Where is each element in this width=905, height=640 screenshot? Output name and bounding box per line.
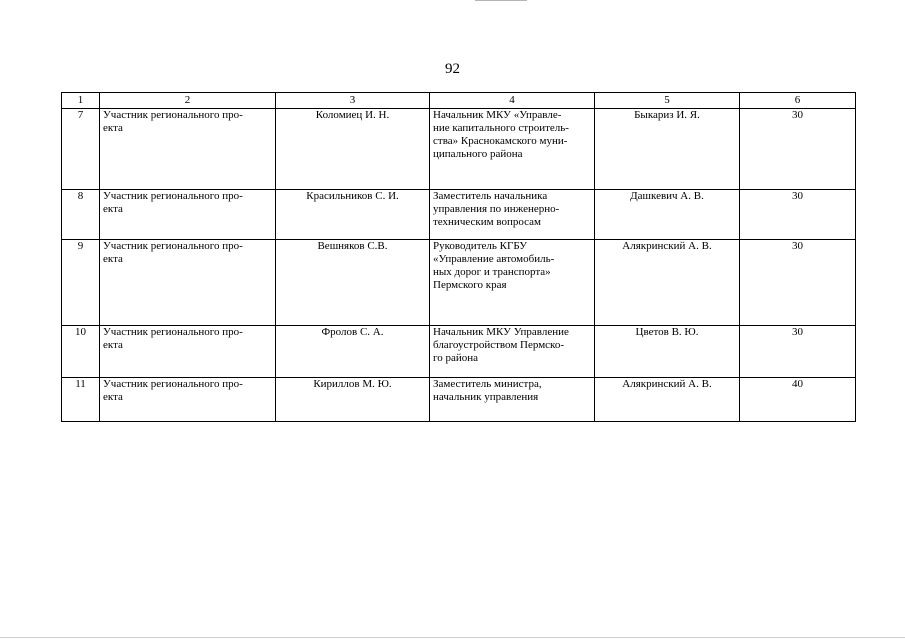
role-cell: Участник регионального про- екта <box>100 240 276 326</box>
position-cell: Начальник МКУ Управление благоустройством Пермско- го района <box>430 326 595 378</box>
supervisor-cell: Алякринский А. В. <box>595 240 740 326</box>
name-cell: Фролов С. А. <box>276 326 430 378</box>
name-cell: Вешняков С.В. <box>276 240 430 326</box>
percent-cell: 30 <box>740 240 856 326</box>
header-cell: 1 <box>62 93 100 109</box>
table-row <box>62 326 856 378</box>
role-cell: Участник регионального про- екта <box>100 378 276 422</box>
header-cell: 3 <box>276 93 430 109</box>
percent-cell: 30 <box>740 326 856 378</box>
role-cell: Участник регионального про- екта <box>100 109 276 190</box>
scan-artifact-bottom <box>0 637 905 638</box>
scan-artifact-top <box>475 0 527 1</box>
table-header-row <box>62 93 856 109</box>
row-number-cell: 9 <box>62 240 100 326</box>
position-cell: Заместитель министра, начальник управления <box>430 378 595 422</box>
role-cell: Участник регионального про- екта <box>100 190 276 240</box>
header-cell: 5 <box>595 93 740 109</box>
table-row <box>62 190 856 240</box>
row-number-cell: 8 <box>62 190 100 240</box>
percent-cell: 30 <box>740 109 856 190</box>
row-number-cell: 7 <box>62 109 100 190</box>
header-cell: 2 <box>100 93 276 109</box>
position-cell: Руководитель КГБУ «Управление автомобиль- ных дорог и транспорта» Пермского края <box>430 240 595 326</box>
header-cell: 4 <box>430 93 595 109</box>
name-cell: Кириллов М. Ю. <box>276 378 430 422</box>
table-row <box>62 378 856 422</box>
percent-cell: 30 <box>740 190 856 240</box>
position-cell: Начальник МКУ «Управле- ние капитального строитель- ства» Краснокамского муни- ципального района <box>430 109 595 190</box>
supervisor-cell: Быкариз И. Я. <box>595 109 740 190</box>
percent-cell: 40 <box>740 378 856 422</box>
data-table <box>61 92 856 422</box>
supervisor-cell: Алякринский А. В. <box>595 378 740 422</box>
supervisor-cell: Цветов В. Ю. <box>595 326 740 378</box>
row-number-cell: 11 <box>62 378 100 422</box>
table-row <box>62 109 856 190</box>
supervisor-cell: Дашкевич А. В. <box>595 190 740 240</box>
role-cell: Участник регионального про- екта <box>100 326 276 378</box>
position-cell: Заместитель начальника управления по инженерно- техническим вопросам <box>430 190 595 240</box>
page-number: 92 <box>445 61 460 77</box>
name-cell: Красильников С. И. <box>276 190 430 240</box>
table-row <box>62 240 856 326</box>
header-cell: 6 <box>740 93 856 109</box>
name-cell: Коломиец И. Н. <box>276 109 430 190</box>
row-number-cell: 10 <box>62 326 100 378</box>
